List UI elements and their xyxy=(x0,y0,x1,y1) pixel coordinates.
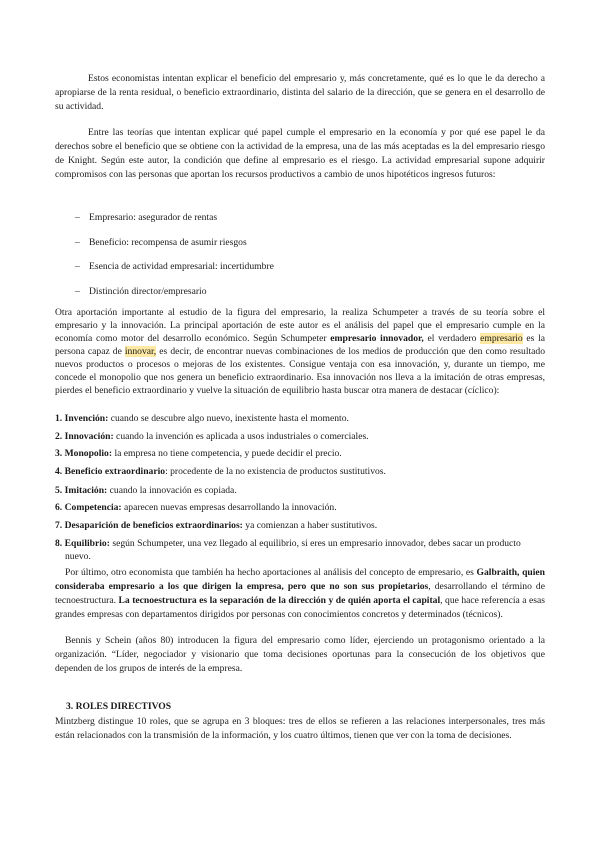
numbered-item xyxy=(55,501,545,515)
item-number: 7. xyxy=(55,520,63,531)
item-text: según Schumpeter, una vez llegado al equilibrio, si eres un empresario innovador, debes sacar un producto nuevo. xyxy=(65,538,521,562)
bullet-text: Esencia de actividad empresarial: incertidumbre xyxy=(89,261,274,272)
item-number: 5. xyxy=(55,485,63,496)
text-span: Por último, otro economista que también ha hecho aportaciones al análisis del concepto de empresario, es xyxy=(65,567,477,578)
highlighted-text: innovar, xyxy=(124,346,157,357)
dash-bullet: – xyxy=(75,212,80,223)
section-heading: 3. ROLES DIRECTIVOS xyxy=(66,701,172,712)
paragraph-mintzberg: Mintzberg distingue 10 roles, que se agrupa en 3 bloques: tres de ellos se refieren a las relaciones interpersonales, tres más están relacionados con la transmisión de la información, y los cuatro últimos, tienen que ver con la toma de decisiones. xyxy=(55,716,545,741)
item-text: cuando la innovación es copiada. xyxy=(107,485,237,496)
paragraph-bennis-schein: Bennis y Schein (años 80) introducen la figura del empresario como líder, ejerciendo un protagonismo orientado a la organización. “Líder, negociador y visionario que toma decisiones oportunas para la consecución de los objetivos que dependen de los grupos de interés de la empresa. xyxy=(55,635,545,674)
item-title: Imitación: xyxy=(64,485,108,496)
numbered-item xyxy=(55,484,545,498)
paragraph-knight: Entre las teorías que intentan explicar qué papel cumple el empresario en la economía y por qué ese papel le da derechos sobre el beneficio que se obtiene con la actividad de la empresa, una de las más aceptadas es la del empresario riesgo de Knight. Según este autor, la condición que define al empresario es el riesgo. La actividad empresarial supone adquirir compromisos con las personas que aportan los recursos productivos a cambio de unos hipotéticos ingresos futuros: xyxy=(55,127,545,180)
numbered-item xyxy=(55,430,545,444)
bullet-text: Empresario: asegurador de rentas xyxy=(89,212,218,223)
numbered-item xyxy=(55,412,545,426)
text-span: es la persona capaz de xyxy=(55,333,545,357)
bold-text: empresario innovador, xyxy=(330,333,424,344)
text-span: , que hace referencia a esas grandes empresas con departamentos dirigidos por personas con conocimientos concretos y determinados (técnicos). xyxy=(55,595,545,620)
text-span: es decir, de encontrar nuevas combinaciones de los medios de producción que den como resultado nuevos productos o procesos o mejoras de los existentes. Consigue ventaja con esa innovación, y, durante un tiempo, me concede el monopolio que nos genera un beneficio extraordinario. Esa innovación nos lleva a la imitación de otras empresas, pierdes el beneficio extraordinario y vuelve la situación de equilibrio hasta buscar otra manera de destacar (cíclico): xyxy=(55,346,545,396)
numbered-item xyxy=(55,537,545,563)
item-text: ya comienzan a haber sustitutivos. xyxy=(242,520,378,531)
item-title: Equilibrio: xyxy=(64,538,110,549)
item-text: cuando se descubre algo nuevo, inexistente hasta el momento. xyxy=(108,413,349,424)
dash-bullet: – xyxy=(75,286,80,297)
text-span: el verdadero xyxy=(423,333,481,344)
numbered-item xyxy=(55,519,545,533)
bullet-text: Beneficio: recompensa de asumir riesgos xyxy=(89,237,247,248)
paragraph-intro: Estos economistas intentan explicar el beneficio del empresario y, más concretamente, qué es lo que le da derecho a apropiarse de la renta residual, o beneficio extraordinario, distinta del salario de la dirección, que se genera en el desarrollo de su actividad. xyxy=(55,73,545,112)
item-number: 3. xyxy=(55,448,63,459)
item-title: Desaparición de beneficios extraordinarios: xyxy=(64,520,243,531)
item-title: Monopolio: xyxy=(64,448,113,459)
bold-text: Galbraith, quien consideraba empresario a los que dirigen la empresa, pero que no son sus propietarios xyxy=(55,567,545,592)
bullet-text: Distinción director/empresario xyxy=(89,286,207,297)
item-text: la empresa no tiene competencia, y puede decidir el precio. xyxy=(112,448,342,459)
item-title: Beneficio extraordinario xyxy=(64,466,166,477)
dash-bullet: – xyxy=(75,237,80,248)
text-span: Otra aportación importante al estudio de la figura del empresario, la realiza Schumpeter a través de su teoría sobre el empresario y la innovación. La principal aportación de este autor es el análisis del papel que el empresario cumple en la economía como motor del desarrollo económico. Según Schumpeter xyxy=(55,307,545,344)
numbered-item xyxy=(55,447,545,461)
item-title: Invención: xyxy=(64,413,109,424)
item-number: 4. xyxy=(55,466,63,477)
item-number: 6. xyxy=(55,502,63,513)
item-text: aparecen nuevas empresas desarrollando la innovación. xyxy=(121,502,337,513)
list-item xyxy=(75,285,535,299)
paragraph-galbraith xyxy=(55,566,545,622)
list-item xyxy=(75,211,535,225)
item-text: cuando la invención es aplicada a usos industriales o comerciales. xyxy=(113,431,369,442)
bold-text: La tecnoestructura es la separación de la dirección y de quién aporta el capital xyxy=(118,595,441,606)
dash-bullet: – xyxy=(75,261,80,272)
list-item xyxy=(75,260,535,274)
item-number: 1. xyxy=(55,413,63,424)
item-number: 2. xyxy=(55,431,63,442)
numbered-item xyxy=(55,465,545,479)
item-title: Competencia: xyxy=(64,502,122,513)
item-number: 8. xyxy=(55,538,63,549)
highlighted-text: empresario xyxy=(480,333,523,344)
list-item xyxy=(75,236,535,250)
text-span: , desarrollando el término de tecnoestructura. xyxy=(55,581,545,606)
item-title: Innovación: xyxy=(64,431,114,442)
item-text: : procedente de la no existencia de productos sustitutivos. xyxy=(165,466,386,477)
paragraph-schumpeter xyxy=(55,306,545,397)
